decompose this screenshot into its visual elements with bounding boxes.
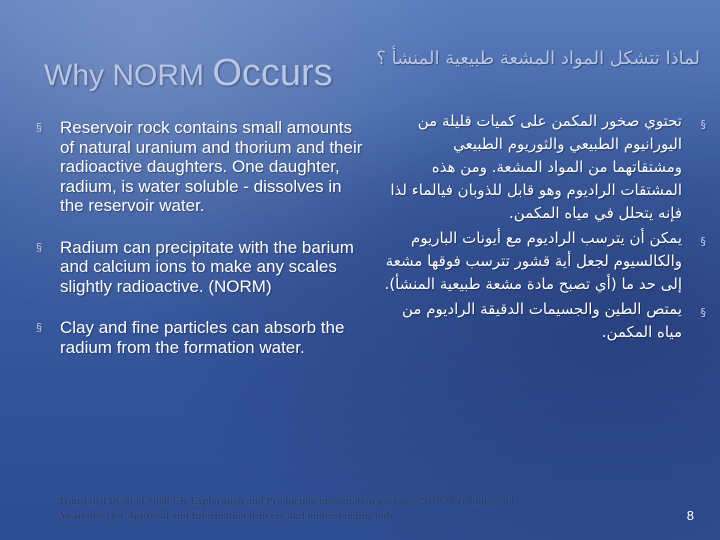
bullet-icon: § [700,118,706,131]
bullet-icon: § [36,122,43,134]
english-bullet-list [36,118,366,379]
arabic-bullet-item [380,227,706,296]
slide-title-english [44,52,333,95]
english-bullet-text: Reservoir rock contains small amounts of natural uranium and thorium and their radioactive daughters. One daughter, radium, is water soluble - dissolves in the reservoir water. [60,118,363,215]
bullet-icon: § [36,241,43,254]
page-number: 8 [686,508,694,523]
english-bullet-text: Radium can precipitate with the barium and calcium ions to make any scales slightly radioactive. (NORM) [60,237,354,296]
english-bullet-item [36,318,366,357]
slide-title-arabic: لماذا تتشكل المواد المشعة طبيعية المنشأ ؟ [376,48,700,69]
arabic-bullet-item [380,110,706,225]
title-part-occurs: Occurs [212,52,333,94]
arabic-bullet-list [380,110,706,346]
arabic-bullet-item [380,298,706,344]
bullet-icon: § [36,322,43,334]
translation-disclaimer: Translated Draft of Shell UK Exploration and Production presentation package (NORM Training and Awareness) for Approval and Information delivery and understanding only [58,496,515,522]
english-bullet-item [36,238,366,297]
bullet-icon: § [700,235,706,248]
title-part-why-norm: Why NORM [44,59,213,92]
english-bullet-text: Clay and fine particles can absorb the radium from the formation water. [60,318,345,357]
english-bullet-item [36,118,366,216]
bullet-icon: § [700,306,706,319]
arabic-bullet-text: يمتص الطين والجسيمات الدقيقة الراديوم من مياه المكمن. [402,300,682,341]
arabic-bullet-text: تحتوي صخور المكمن على كميات قليلة من اليورانيوم الطبيعي والثوريوم الطبيعي ومشتقاتهما من المواد المشعة. ومن هذه المشتقات الراديوم وهو قابل للذوبان فيالماء لذا فإنه يتحلل في مياه المكمن. [390,112,682,222]
arabic-bullet-text: يمكن أن يترسب الراديوم مع أيونات الباريوم والكالسيوم لجعل أية قشور تترسب فوقها مشعة إلى حد ما (أي تصبح مادة مشعة طبيعية المنشأ). [384,229,682,293]
